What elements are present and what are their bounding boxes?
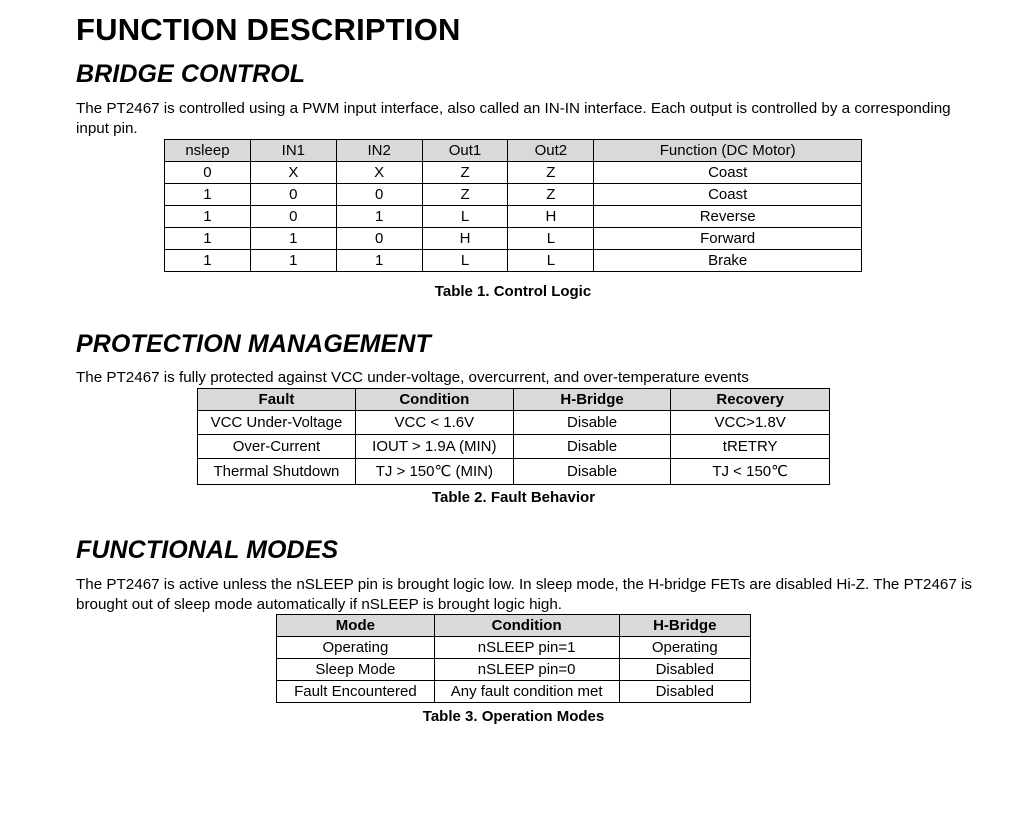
table-cell: 1 <box>336 250 422 272</box>
table-cell: Disabled <box>619 681 750 703</box>
control-logic-table <box>164 139 862 272</box>
table-cell: Over-Current <box>198 435 356 459</box>
table-cell: IOUT > 1.9A (MIN) <box>355 435 513 459</box>
table-row <box>198 459 830 485</box>
table-cell: H <box>508 206 594 228</box>
table-header-cell: Fault <box>198 389 356 411</box>
table-header-cell: IN2 <box>336 140 422 162</box>
table-row <box>165 162 862 184</box>
table-header-row <box>165 140 862 162</box>
table-cell: L <box>508 250 594 272</box>
table-3-caption: Table 3. Operation Modes <box>422 708 605 725</box>
table-header-cell: Out2 <box>508 140 594 162</box>
table-header-cell: nsleep <box>165 140 251 162</box>
table-row <box>198 411 830 435</box>
page-title: FUNCTION DESCRIPTION <box>76 12 461 47</box>
table-cell: TJ < 150℃ <box>671 459 830 485</box>
table-header-cell: H-Bridge <box>513 389 671 411</box>
table-cell: Z <box>422 184 508 206</box>
functional-modes-text: The PT2467 is active unless the nSLEEP pin is brought logic low. In sleep mode, the H-bridge FETs are disabled Hi-Z. The PT2467 is brought out of sleep mode automatically if nSLEEP is brought logic high. <box>76 576 972 613</box>
table-cell: X <box>336 162 422 184</box>
table-cell: VCC>1.8V <box>671 411 830 435</box>
protection-management-heading: PROTECTION MANAGEMENT <box>76 330 431 358</box>
table-cell: 1 <box>250 228 336 250</box>
table-cell: Fault Encountered <box>277 681 435 703</box>
table-cell: tRETRY <box>671 435 830 459</box>
table-row <box>277 659 751 681</box>
table-cell: L <box>422 206 508 228</box>
table-cell: Coast <box>594 184 862 206</box>
table-cell: Coast <box>594 162 862 184</box>
table-cell: Reverse <box>594 206 862 228</box>
table-cell: 1 <box>336 206 422 228</box>
bridge-control-heading: BRIDGE CONTROL <box>76 60 306 88</box>
table-cell: 0 <box>250 184 336 206</box>
table-1-caption: Table 1. Control Logic <box>434 283 592 300</box>
table-cell: Operating <box>619 637 750 659</box>
table-row <box>165 206 862 228</box>
table-cell: L <box>422 250 508 272</box>
table-cell: 1 <box>165 250 251 272</box>
table-cell: 1 <box>250 250 336 272</box>
table-cell: Z <box>508 162 594 184</box>
table-2-caption: Table 2. Fault Behavior <box>431 489 596 506</box>
table-cell: H <box>422 228 508 250</box>
table-row <box>277 681 751 703</box>
table-cell: Any fault condition met <box>434 681 619 703</box>
table-cell: Forward <box>594 228 862 250</box>
table-cell: TJ > 150℃ (MIN) <box>355 459 513 485</box>
table-cell: nSLEEP pin=0 <box>434 659 619 681</box>
table-cell: Brake <box>594 250 862 272</box>
table-cell: Disable <box>513 435 671 459</box>
table-header-cell: H-Bridge <box>619 615 750 637</box>
table-header-cell: Function (DC Motor) <box>594 140 862 162</box>
table-cell: Sleep Mode <box>277 659 435 681</box>
table-cell: nSLEEP pin=1 <box>434 637 619 659</box>
table-cell: X <box>250 162 336 184</box>
bridge-control-text: The PT2467 is controlled using a PWM input interface, also called an IN-IN interface. Each output is controlled by a corresponding input pin. <box>76 100 951 137</box>
table-cell: 1 <box>165 206 251 228</box>
table-row <box>198 435 830 459</box>
functional-modes-heading: FUNCTIONAL MODES <box>76 536 339 564</box>
table-cell: VCC Under-Voltage <box>198 411 356 435</box>
table-cell: 0 <box>336 184 422 206</box>
table-cell: Disabled <box>619 659 750 681</box>
table-header-cell: Condition <box>355 389 513 411</box>
table-cell: 0 <box>336 228 422 250</box>
table-cell: Z <box>508 184 594 206</box>
table-header-cell: Recovery <box>671 389 830 411</box>
table-cell: Disable <box>513 411 671 435</box>
fault-behavior-table <box>197 388 830 485</box>
table-cell: 1 <box>165 184 251 206</box>
table-header-cell: Out1 <box>422 140 508 162</box>
table-cell: VCC < 1.6V <box>355 411 513 435</box>
table-row <box>165 184 862 206</box>
table-cell: 0 <box>250 206 336 228</box>
table-header-row <box>198 389 830 411</box>
table-cell: Thermal Shutdown <box>198 459 356 485</box>
table-cell: 1 <box>165 228 251 250</box>
table-cell: Disable <box>513 459 671 485</box>
table-cell: Z <box>422 162 508 184</box>
protection-management-text: The PT2467 is fully protected against VCC under-voltage, overcurrent, and over-temperature events <box>76 369 749 386</box>
table-row <box>165 250 862 272</box>
table-row <box>165 228 862 250</box>
table-cell: L <box>508 228 594 250</box>
table-header-cell: Condition <box>434 615 619 637</box>
table-header-row <box>277 615 751 637</box>
table-cell: Operating <box>277 637 435 659</box>
table-row <box>277 637 751 659</box>
table-header-cell: Mode <box>277 615 435 637</box>
table-header-cell: IN1 <box>250 140 336 162</box>
table-cell: 0 <box>165 162 251 184</box>
operation-modes-table <box>276 614 751 703</box>
